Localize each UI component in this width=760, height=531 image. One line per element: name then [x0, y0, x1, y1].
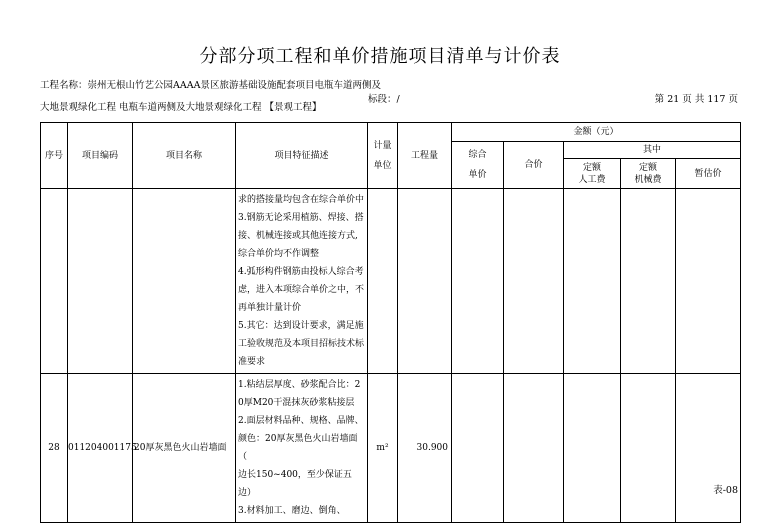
cell-total	[504, 189, 564, 374]
cell-qty	[398, 189, 452, 374]
table-row	[41, 189, 741, 374]
header-machine: 定额 机械费	[621, 159, 676, 189]
table-row	[41, 374, 741, 523]
header-unit: 计量 单位	[368, 123, 398, 189]
cell-desc: 求的搭接量均包含在综合单价中 3.钢筋无论采用植筋、焊接、搭 接、机械连接或其他连接方式, 综合单价均不作调整 4.弧形构件钢筋由投标人综合考 虑，进入本项综合单价之中，不 再单独计量计价 5.其它：达到设计要求，满足施 工验收规范及本项目招标技术标 准要求	[236, 189, 368, 374]
header-seq: 序号	[41, 123, 68, 189]
cell-seq	[41, 189, 68, 374]
header-total: 合价	[504, 142, 564, 189]
section-label: 标段：/	[368, 94, 400, 105]
page-title: 分部分项工程和单价措施项目清单与计价表	[199, 46, 561, 67]
cell-unit	[368, 189, 398, 374]
cell-machine	[621, 374, 676, 523]
cell-unit: m²	[368, 374, 398, 523]
form-number: 表-08	[713, 485, 738, 496]
cell-labor	[564, 374, 621, 523]
header-of-which: 其中	[564, 142, 741, 159]
cell-name: 20厚灰黑色火山岩墙面	[133, 374, 236, 523]
cell-labor	[564, 189, 621, 374]
cell-machine	[621, 189, 676, 374]
cell-qty: 30.900	[398, 374, 452, 523]
cell-provisional	[676, 374, 741, 523]
project-name	[40, 80, 381, 114]
cell-seq: 28	[41, 374, 68, 523]
page-info: 第 21 页 共 117 页	[654, 94, 738, 105]
header-code: 项目编码	[68, 123, 133, 189]
header-qty: 工程量	[398, 123, 452, 189]
project-name-line1: 工程名称：崇州无根山竹艺公园AAAA景区旅游基础设施配套项目电瓶车道两侧及	[40, 80, 381, 91]
cell-code	[68, 189, 133, 374]
cell-desc: 1.粘结层厚度、砂浆配合比：2 0厚M20干混抹灰砂浆粘接层 2.面层材料品种、规格、品牌、 颜色：20厚灰黑色火山岩墙面（ 边长150~400，至少保证五边） 3.材料加工、磨边、倒角、	[236, 374, 368, 523]
cell-unit-price	[452, 189, 504, 374]
cell-unit-price	[452, 374, 504, 523]
header-desc: 项目特征描述	[236, 123, 368, 189]
header-name: 项目名称	[133, 123, 236, 189]
project-name-line2: 大地景观绿化工程 电瓶车道两侧及大地景观绿化工程 【景观工程】	[40, 102, 322, 113]
cell-name	[133, 189, 236, 374]
cell-total	[504, 374, 564, 523]
cell-provisional	[676, 189, 741, 374]
header-amount: 金额（元）	[452, 123, 741, 142]
header-provisional: 暂估价	[676, 159, 741, 189]
cell-code: 011204001175	[68, 374, 133, 523]
header-unit-price: 综合 单价	[452, 142, 504, 189]
pricing-table	[40, 122, 741, 523]
header-labor: 定额 人工费	[564, 159, 621, 189]
